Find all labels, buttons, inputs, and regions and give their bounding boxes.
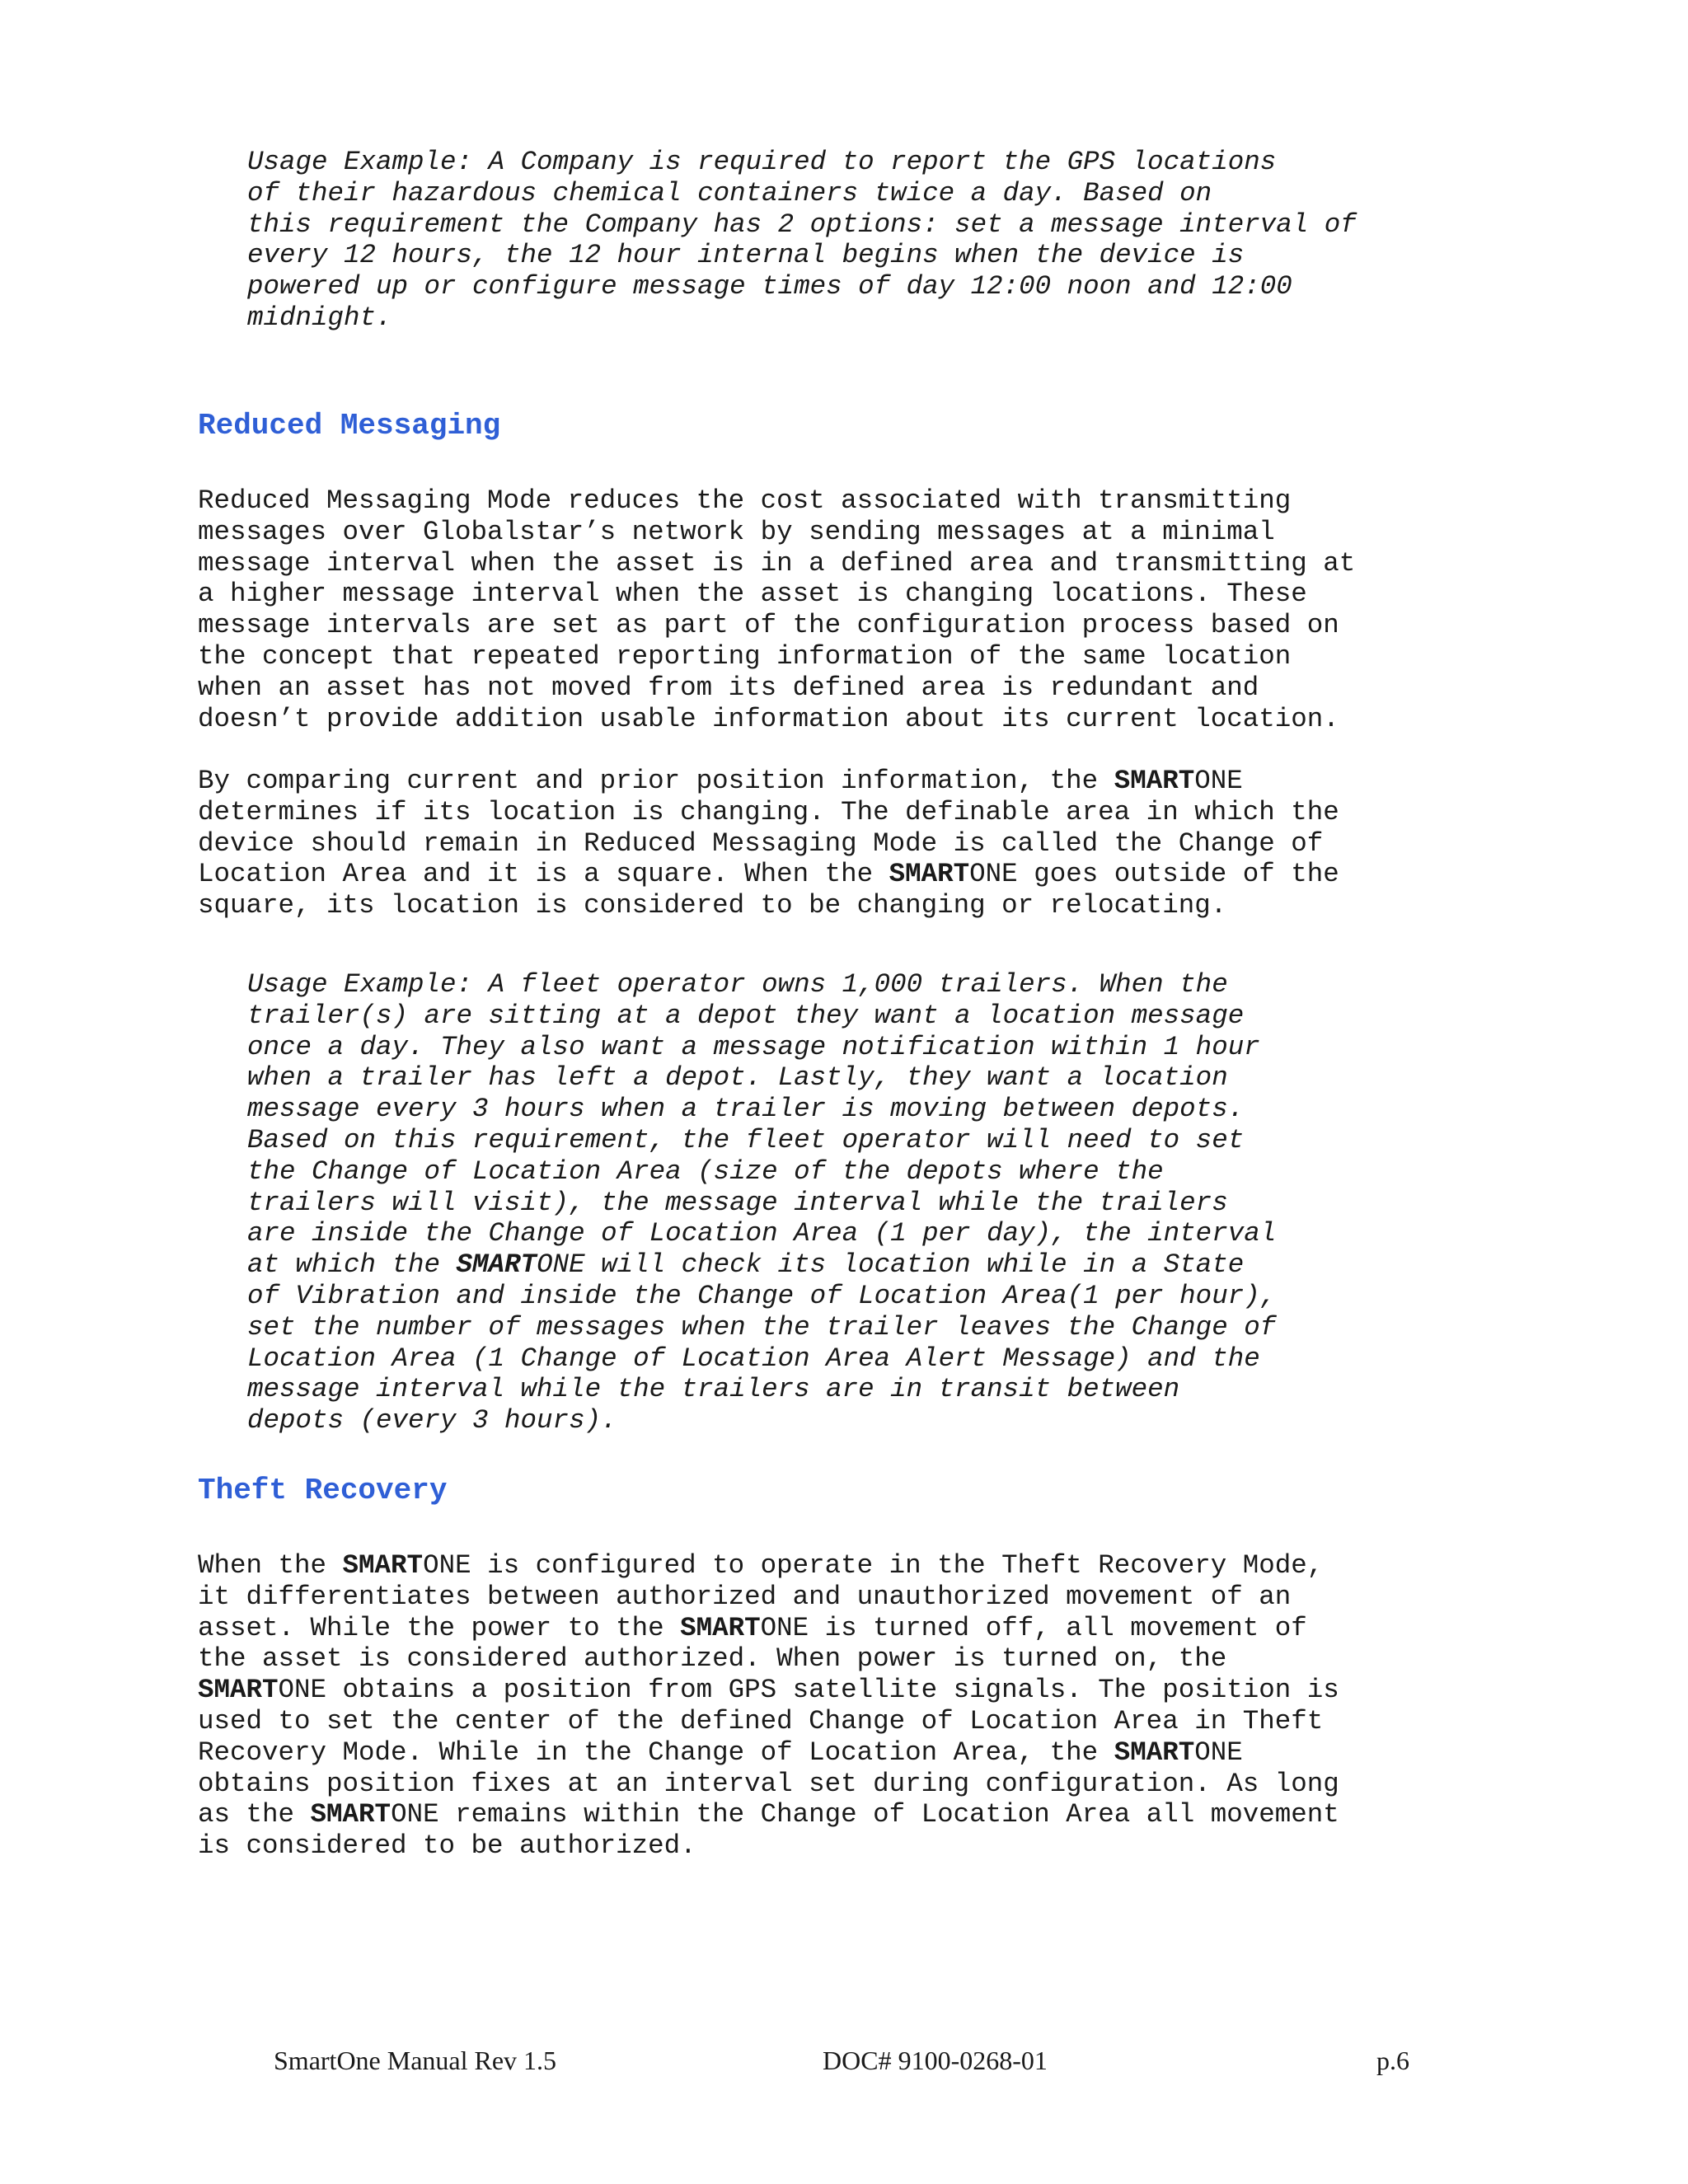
text-span: is turned off, all movement of: [809, 1612, 1307, 1643]
text-line: [198, 859, 1339, 890]
text-line: the asset is considered authorized. When power is turned on, the: [198, 1643, 1227, 1675]
text-span: at which the: [247, 1249, 457, 1281]
brand-smart: SMART: [310, 1799, 392, 1830]
text-span: obtains a position from GPS satellite signals. The position is: [326, 1675, 1339, 1706]
brand-one: ONE: [1194, 766, 1243, 796]
text-span: When the: [198, 1550, 343, 1581]
text-line: Usage Example: A fleet operator owns 1,000 trailers. When the: [247, 969, 1228, 1000]
text-line: [198, 1799, 1339, 1830]
usage-example-1: [247, 147, 1357, 334]
text-span: is configured to operate in the Theft Recovery Mode,: [471, 1550, 1324, 1581]
text-line: Location Area (1 Change of Location Area Alert Message) and the: [247, 1343, 1260, 1374]
brand-smart: SMART: [456, 1249, 537, 1281]
text-span: remains within the Change of Location Area all movement: [438, 1799, 1339, 1830]
brand-smart: SMART: [1114, 766, 1195, 796]
text-line: [198, 766, 1339, 797]
text-line: when an asset has not moved from its defined area is redundant and: [198, 672, 1259, 703]
text-line: [198, 1550, 1339, 1582]
brand-one: ONE: [391, 1799, 439, 1830]
text-line: message interval while the trailers are in transit between: [247, 1374, 1180, 1405]
reduced-messaging-paragraph-1: [198, 485, 1355, 734]
footer-page-number: p.6: [1376, 2046, 1409, 2075]
usage-example-2: [247, 969, 1276, 1436]
brand-one: ONE: [969, 859, 1018, 890]
brand-one: ONE: [1194, 1736, 1243, 1768]
brand-smart: SMART: [680, 1612, 761, 1643]
text-span: goes outside of the: [1017, 859, 1339, 890]
brand-one: ONE: [278, 1675, 327, 1706]
text-line: Usage Example: A Company is required to report the GPS locations: [247, 147, 1277, 177]
text-line: [198, 1737, 1339, 1769]
text-line: set the number of messages when the trailer leaves the Change of: [247, 1311, 1277, 1343]
text-line: message every 3 hours when a trailer is moving between depots.: [247, 1094, 1245, 1125]
text-line: every 12 hours, the 12 hour internal begins when the device is: [247, 240, 1245, 271]
text-line: trailers will visit), the message interval while the trailers: [247, 1187, 1228, 1218]
text-line: device should remain in Reduced Messaging Mode is called the Change of: [198, 827, 1324, 859]
brand-one: ONE: [423, 1550, 471, 1581]
text-line: of Vibration and inside the Change of Location Area(1 per hour),: [247, 1280, 1277, 1311]
text-line: messages over Globalstar’s network by sending messages at a minimal: [198, 516, 1275, 547]
text-span: Location Area and it is a square. When the: [198, 859, 889, 890]
brand-smart: SMART: [342, 1550, 424, 1581]
text-line: trailer(s) are sitting at a depot they want a location message: [247, 1000, 1245, 1031]
theft-recovery-paragraph: [198, 1550, 1339, 1862]
text-line: powered up or configure message times of day 12:00 noon and 12:00: [247, 271, 1292, 302]
text-span: asset. While the power to the: [198, 1612, 681, 1643]
footer-manual-title: SmartOne Manual Rev 1.5: [274, 2046, 557, 2075]
brand-one: ONE: [760, 1612, 809, 1643]
brand-smart: SMART: [1114, 1736, 1195, 1768]
brand-one: ONE: [537, 1249, 585, 1281]
text-line: [198, 1675, 1339, 1706]
text-line: once a day. They also want a message notification within 1 hour: [247, 1031, 1260, 1062]
text-line: it differentiates between authorized and unauthorized movement of an: [198, 1581, 1292, 1612]
footer-doc-number: DOC# 9100-0268-01: [823, 2046, 1048, 2075]
text-line: message interval when the asset is in a defined area and transmitting at: [198, 547, 1356, 579]
text-line: a higher message interval when the asset is changing locations. These: [198, 579, 1307, 610]
text-line: obtains position fixes at an interval set during configuration. As long: [198, 1768, 1339, 1799]
text-line: Based on this requirement, the fleet operator will need to set: [247, 1124, 1245, 1155]
text-line: when a trailer has left a depot. Lastly, they want a location: [247, 1062, 1228, 1094]
reduced-messaging-paragraph-2: [198, 766, 1339, 921]
text-line: message intervals are set as part of the configuration process based on: [198, 610, 1339, 641]
brand-smart: SMART: [198, 1675, 279, 1706]
text-line: determines if its location is changing. The definable area in which the: [198, 796, 1339, 827]
text-span: Recovery Mode. While in the Change of Location Area, the: [198, 1736, 1114, 1768]
text-line: of their hazardous chemical containers twice a day. Based on: [247, 177, 1212, 209]
text-line: depots (every 3 hours).: [247, 1405, 617, 1436]
text-line: the Change of Location Area (size of the depots where the: [247, 1155, 1164, 1187]
text-line: square, its location is considered to be changing or relocating.: [198, 890, 1227, 921]
text-line: this requirement the Company has 2 options: set a message interval of: [247, 209, 1357, 240]
brand-smart: SMART: [889, 859, 970, 890]
section-heading-theft-recovery: Theft Recovery: [198, 1474, 448, 1507]
text-line: is considered to be authorized.: [198, 1830, 696, 1862]
text-span: as the: [198, 1799, 311, 1830]
text-line: doesn’t provide addition usable information about its current location.: [198, 703, 1339, 734]
text-line: Reduced Messaging Mode reduces the cost associated with transmitting: [198, 485, 1292, 516]
text-line: used to set the center of the defined Change of Location Area in Theft: [198, 1705, 1324, 1736]
section-heading-reduced-messaging: Reduced Messaging: [198, 409, 501, 443]
text-line: the concept that repeated reporting information of the same location: [198, 640, 1292, 672]
text-line: [247, 1249, 1276, 1281]
text-span: By comparing current and prior position information, the: [198, 766, 1114, 796]
text-span: will check its location while in a State: [584, 1249, 1245, 1281]
text-line: are inside the Change of Location Area (1 per day), the interval: [247, 1218, 1277, 1249]
text-line: [198, 1613, 1339, 1644]
text-line: midnight.: [247, 302, 392, 333]
